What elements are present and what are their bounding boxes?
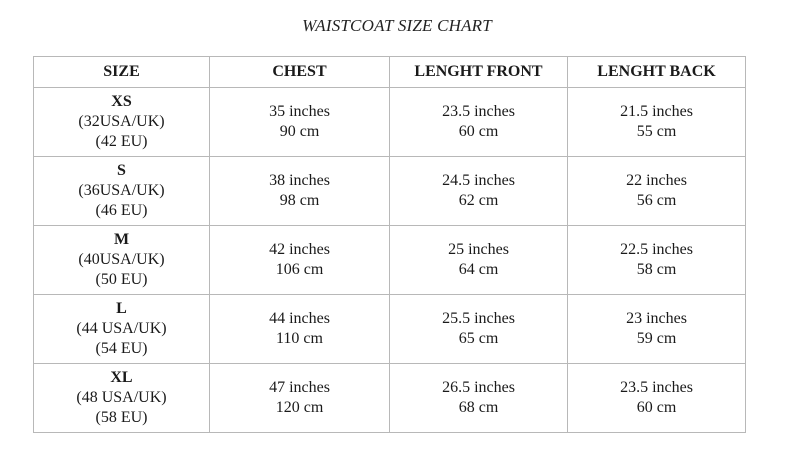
chest-cell — [210, 364, 390, 433]
front-cm: 64 cm — [458, 261, 499, 278]
length-back-cell — [568, 157, 746, 226]
size-code: L — [116, 300, 127, 317]
back-inches: 22.5 inches — [620, 241, 693, 258]
size-usa-uk: (48 USA/UK) — [76, 389, 167, 406]
chest-inches: 44 inches — [269, 310, 330, 327]
size-usa-uk: (40USA/UK) — [78, 251, 165, 268]
size-cell — [34, 295, 210, 364]
front-inches: 25 inches — [448, 241, 509, 258]
size-code: XL — [110, 369, 133, 386]
chest-cell — [210, 88, 390, 157]
size-code: M — [113, 231, 130, 248]
back-inches: 21.5 inches — [620, 103, 693, 120]
back-inches: 23 inches — [626, 310, 687, 327]
chest-cell — [210, 226, 390, 295]
header-row — [34, 57, 746, 88]
header-size: SIZE — [34, 57, 210, 88]
chest-inches: 42 inches — [269, 241, 330, 258]
front-inches: 24.5 inches — [442, 172, 515, 189]
front-cm: 60 cm — [458, 123, 499, 140]
size-usa-uk: (44 USA/UK) — [76, 320, 167, 337]
length-back-cell — [568, 364, 746, 433]
back-cm: 60 cm — [636, 399, 677, 416]
front-inches: 25.5 inches — [442, 310, 515, 327]
length-back-cell — [568, 226, 746, 295]
size-chart-table — [33, 56, 746, 433]
chest-inches: 38 inches — [269, 172, 330, 189]
header-length-front: LENGHT FRONT — [390, 57, 568, 88]
header-chest: CHEST — [210, 57, 390, 88]
table-row — [34, 226, 746, 295]
size-code: XS — [111, 93, 132, 110]
size-code: S — [117, 162, 126, 179]
back-cm: 58 cm — [636, 261, 677, 278]
length-back-cell — [568, 295, 746, 364]
chest-inches: 47 inches — [269, 379, 330, 396]
chest-inches: 35 inches — [269, 103, 330, 120]
size-eu: (42 EU) — [95, 133, 148, 150]
front-cm: 65 cm — [458, 330, 499, 347]
chest-cm: 90 cm — [279, 123, 320, 140]
chest-cm: 120 cm — [275, 399, 324, 416]
back-cm: 56 cm — [636, 192, 677, 209]
back-inches: 23.5 inches — [620, 379, 693, 396]
size-eu: (54 EU) — [95, 340, 148, 357]
table-row — [34, 157, 746, 226]
length-front-cell — [390, 364, 568, 433]
front-cm: 68 cm — [458, 399, 499, 416]
size-cell — [34, 364, 210, 433]
size-usa-uk: (36USA/UK) — [78, 182, 165, 199]
length-back-cell — [568, 88, 746, 157]
chest-cell — [210, 157, 390, 226]
table-row — [34, 88, 746, 157]
size-cell — [34, 226, 210, 295]
length-front-cell — [390, 157, 568, 226]
size-cell — [34, 157, 210, 226]
size-eu: (50 EU) — [95, 271, 148, 288]
chest-cm: 106 cm — [275, 261, 324, 278]
size-eu: (58 EU) — [95, 409, 148, 426]
back-cm: 59 cm — [636, 330, 677, 347]
front-inches: 23.5 inches — [442, 103, 515, 120]
length-front-cell — [390, 88, 568, 157]
back-inches: 22 inches — [626, 172, 687, 189]
chest-cell — [210, 295, 390, 364]
header-length-back: LENGHT BACK — [568, 57, 746, 88]
size-eu: (46 EU) — [95, 202, 148, 219]
front-cm: 62 cm — [458, 192, 499, 209]
table-row — [34, 295, 746, 364]
length-front-cell — [390, 295, 568, 364]
size-usa-uk: (32USA/UK) — [78, 113, 165, 130]
size-cell — [34, 88, 210, 157]
back-cm: 55 cm — [636, 123, 677, 140]
table-row — [34, 364, 746, 433]
front-inches: 26.5 inches — [442, 379, 515, 396]
chart-title: WAISTCOAT SIZE CHART — [302, 16, 492, 35]
length-front-cell — [390, 226, 568, 295]
chest-cm: 110 cm — [276, 330, 323, 347]
chest-cm: 98 cm — [279, 192, 320, 209]
